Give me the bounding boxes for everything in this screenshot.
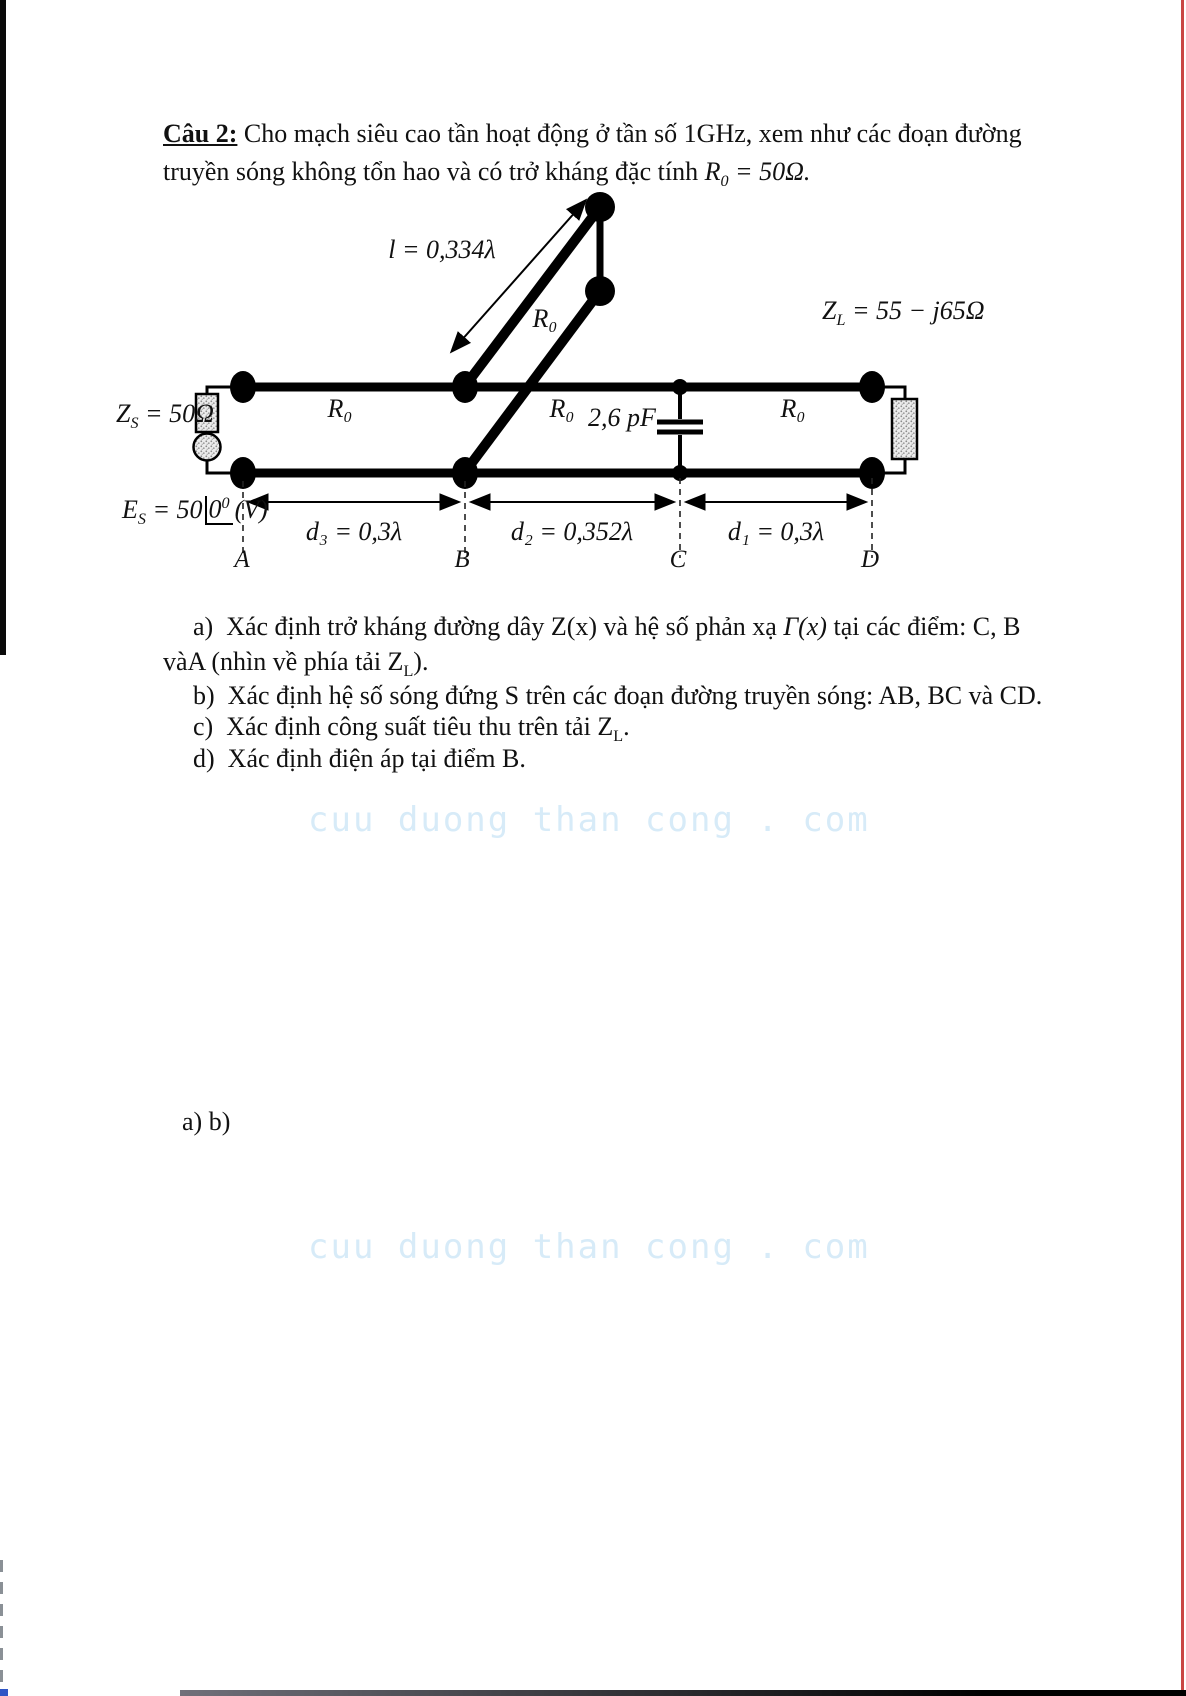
scan-edge-black-strip xyxy=(0,0,6,655)
es-angle-value: 0 xyxy=(208,495,222,524)
question-d xyxy=(193,743,526,776)
zl-base: Z xyxy=(822,296,837,325)
r0-formula-rest: = 50Ω. xyxy=(728,157,811,186)
question-c-zl-sub: L xyxy=(613,728,624,746)
distance-d3-label: d₃ = 0,3λ xyxy=(305,517,403,546)
distance-d1-label: d₁ = 0,3λ xyxy=(727,517,825,546)
es-mid: = 50 xyxy=(145,495,203,524)
question-a-label: a) xyxy=(193,612,214,641)
question-c-text-2: . xyxy=(623,712,630,741)
problem-heading-line1 xyxy=(163,118,1022,151)
watermark-bottom: cuu duong than cong . com xyxy=(308,1227,870,1267)
problem-heading-line2 xyxy=(163,156,810,192)
scan-edge-red-line xyxy=(1181,0,1184,1696)
distance-d2-label: d₂ = 0,352λ xyxy=(510,517,634,546)
question-c-label: c) xyxy=(193,712,214,741)
stub-length-label: l = 0,334λ xyxy=(388,235,496,264)
question-a-zl-sub: L xyxy=(403,663,414,681)
scan-edge-bottom-bar xyxy=(180,1690,1186,1696)
point-label-a: A xyxy=(234,546,250,573)
problem-number: Câu 2: xyxy=(163,119,238,148)
point-label-b: B xyxy=(454,546,470,573)
question-b xyxy=(193,680,1042,713)
point-label-d: D xyxy=(860,546,880,573)
zl-rest: = 55 − j65Ω xyxy=(845,296,985,325)
stub-node-dot-top xyxy=(585,192,615,222)
es-angle-exponent: 0 xyxy=(221,495,230,513)
question-a-line1 xyxy=(193,611,1020,644)
scan-edge-left-marks xyxy=(0,1560,3,1696)
gamma-symbol: Γ(x) xyxy=(783,612,827,641)
es-base: E xyxy=(122,495,138,524)
source-impedance-label xyxy=(116,398,214,434)
stub-length-arrow xyxy=(452,201,585,351)
question-a-text-1: Xác định trở kháng đường dây Z(x) và hệ số phản xạ xyxy=(226,612,784,641)
question-d-label: d) xyxy=(193,744,215,773)
question-a-line2 xyxy=(163,646,428,682)
question-a-text-3: vàA (nhìn về phía tải Z xyxy=(163,647,404,676)
heading-text-1: Cho mạch siêu cao tần hoạt động ở tần số 1GHz, xem như các đoạn đường xyxy=(237,119,1022,148)
r0-formula-sub: 0 xyxy=(720,173,729,191)
point-label-c: C xyxy=(669,546,687,573)
heading-text-2: truyền sóng không tổn hao và có trở kháng đặc tính xyxy=(163,157,705,186)
stub-r0-label: R₀ xyxy=(532,304,558,333)
r0-label-cd: R₀ xyxy=(780,394,806,423)
capacitor-value-label: 2,6 pF xyxy=(588,403,656,432)
es-sub: S xyxy=(137,511,146,529)
r0-label-bc: R₀ xyxy=(549,394,575,423)
es-rest: (V) xyxy=(234,495,268,524)
angle-notation xyxy=(205,496,233,525)
scan-edge-blue-mark xyxy=(0,1689,8,1696)
zs-sub: S xyxy=(130,415,139,433)
answer-line: a) b) xyxy=(182,1107,231,1136)
question-c xyxy=(193,711,630,747)
load-impedance-label xyxy=(822,295,985,331)
load-resistor xyxy=(892,399,917,459)
question-a-text-4: ). xyxy=(413,647,429,676)
r0-formula-base: R xyxy=(704,157,721,186)
watermark-top: cuu duong than cong . com xyxy=(308,800,870,840)
question-c-text-1: Xác định công suất tiêu thu trên tải Z xyxy=(226,712,614,741)
question-b-label: b) xyxy=(193,681,215,710)
node-b-top xyxy=(452,371,478,403)
source-emf-label xyxy=(122,494,268,530)
question-d-text: Xác định điện áp tại điểm B. xyxy=(227,744,526,773)
source-generator xyxy=(194,434,221,461)
stub-node-dot-bottom xyxy=(585,276,615,306)
question-b-text: Xác định hệ số sóng đứng S trên các đoạn đường truyền sóng: AB, BC và CD. xyxy=(227,681,1043,710)
zs-base: Z xyxy=(116,399,131,428)
r0-label-ab: R₀ xyxy=(327,394,353,423)
zs-rest: = 50Ω xyxy=(138,399,214,428)
question-a-text-2: tại các điểm: C, B xyxy=(826,612,1021,641)
zl-sub: L xyxy=(836,312,846,330)
